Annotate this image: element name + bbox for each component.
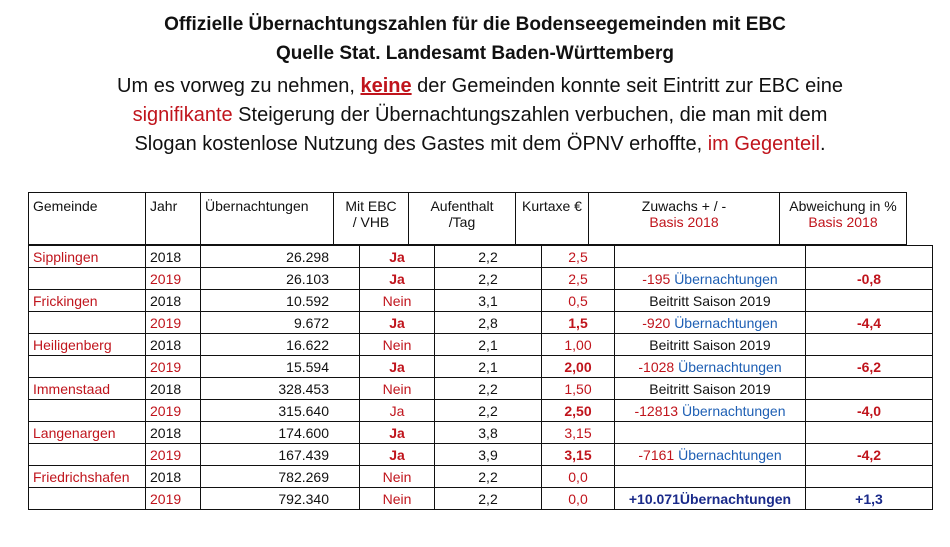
header-aufenthalt-line2: /Tag — [448, 214, 476, 230]
table-row — [29, 334, 933, 356]
table-row — [29, 356, 933, 378]
intro-part-2: der Gemeinden konnte seit Eintritt zur EBC eine — [411, 75, 843, 97]
cell-jahr: 2019 — [146, 312, 201, 334]
cell-zuwachs — [615, 268, 806, 290]
cell-ebc: Nein — [360, 290, 435, 312]
cell-aufenthalt: 2,2 — [435, 488, 542, 510]
cell-jahr: 2019 — [146, 444, 201, 466]
cell-zuwachs — [615, 400, 806, 422]
cell-kurtaxe: 0,5 — [542, 290, 615, 312]
zuwachs-label: Übernachtungen — [679, 490, 792, 507]
cell-ebc: Ja — [360, 356, 435, 378]
data-table — [28, 245, 933, 510]
zuwachs-value: -920 — [642, 314, 675, 331]
cell-zuwachs — [615, 488, 806, 510]
cell-zuwachs — [615, 444, 806, 466]
cell-abweichung: -0,8 — [806, 268, 933, 290]
cell-gemeinde: Friedrichshafen — [29, 466, 146, 488]
header-zuwachs-line1: Zuwachs + / - — [641, 198, 727, 214]
cell-abweichung: +1,3 — [806, 488, 933, 510]
cell-abweichung — [806, 246, 933, 268]
cell-gemeinde — [29, 312, 146, 334]
header-kurtaxe: Kurtaxe € — [516, 193, 589, 245]
zuwachs-value: -7161 — [638, 446, 679, 463]
cell-zuwachs — [615, 356, 806, 378]
table-row — [29, 422, 933, 444]
cell-uebernachtungen: 26.298 — [201, 246, 360, 268]
cell-gemeinde: Langenargen — [29, 422, 146, 444]
cell-aufenthalt: 3,1 — [435, 290, 542, 312]
table-row — [29, 290, 933, 312]
cell-abweichung — [806, 422, 933, 444]
cell-kurtaxe: 0,0 — [542, 488, 615, 510]
zuwachs-label: Übernachtungen — [681, 402, 786, 419]
cell-jahr: 2018 — [146, 466, 201, 488]
header-jahr: Jahr — [146, 193, 201, 245]
cell-ebc: Ja — [360, 400, 435, 422]
table-row — [29, 312, 933, 334]
cell-gemeinde — [29, 488, 146, 510]
cell-aufenthalt: 2,1 — [435, 334, 542, 356]
cell-jahr: 2019 — [146, 488, 201, 510]
cell-kurtaxe: 1,50 — [542, 378, 615, 400]
cell-gemeinde: Immenstaad — [29, 378, 146, 400]
cell-kurtaxe: 1,00 — [542, 334, 615, 356]
intro-part-5: . — [819, 133, 826, 155]
cell-gemeinde — [29, 356, 146, 378]
cell-ebc: Ja — [360, 246, 435, 268]
table-row — [29, 246, 933, 268]
cell-jahr: 2018 — [146, 246, 201, 268]
cell-jahr: 2018 — [146, 290, 201, 312]
table-row — [29, 444, 933, 466]
cell-uebernachtungen: 792.340 — [201, 488, 360, 510]
cell-ebc: Ja — [360, 422, 435, 444]
zuwachs-label: Übernachtungen — [674, 314, 778, 331]
intro-im-gegenteil: im Gegenteil — [707, 133, 820, 155]
zuwachs-label: Übernachtungen — [678, 446, 782, 463]
header-ebc — [334, 193, 409, 245]
cell-uebernachtungen: 10.592 — [201, 290, 360, 312]
cell-zuwachs: Beitritt Saison 2019 — [615, 334, 806, 356]
cell-gemeinde: Frickingen — [29, 290, 146, 312]
cell-aufenthalt: 2,2 — [435, 268, 542, 290]
cell-kurtaxe: 2,5 — [542, 268, 615, 290]
cell-uebernachtungen: 782.269 — [201, 466, 360, 488]
cell-gemeinde — [29, 268, 146, 290]
cell-jahr: 2018 — [146, 334, 201, 356]
zuwachs-label: Übernachtungen — [678, 358, 782, 375]
cell-gemeinde: Sipplingen — [29, 246, 146, 268]
cell-kurtaxe: 1,5 — [542, 312, 615, 334]
cell-kurtaxe: 3,15 — [542, 444, 615, 466]
cell-aufenthalt: 3,8 — [435, 422, 542, 444]
cell-jahr: 2018 — [146, 422, 201, 444]
cell-abweichung: -4,0 — [806, 400, 933, 422]
cell-abweichung — [806, 290, 933, 312]
title-line-1: Offizielle Übernachtungszahlen für die Bodenseegemeinden mit EBC — [164, 14, 786, 35]
header-aufenthalt — [409, 193, 516, 245]
intro-keine: keine — [360, 75, 412, 97]
header-ebc-line2: / VHB — [352, 214, 390, 230]
cell-zuwachs: Beitritt Saison 2019 — [615, 378, 806, 400]
table-row — [29, 268, 933, 290]
header-uebernachtungen: Übernachtungen — [201, 193, 334, 245]
cell-abweichung: -6,2 — [806, 356, 933, 378]
intro-signifikante: signifikante — [132, 104, 233, 126]
cell-gemeinde — [29, 400, 146, 422]
cell-gemeinde: Heiligenberg — [29, 334, 146, 356]
table-row — [29, 488, 933, 510]
cell-uebernachtungen: 26.103 — [201, 268, 360, 290]
cell-jahr: 2019 — [146, 268, 201, 290]
title-line-2: Quelle Stat. Landesamt Baden-Württemberg — [275, 43, 674, 64]
cell-uebernachtungen: 315.640 — [201, 400, 360, 422]
zuwachs-label: Übernachtungen — [674, 270, 778, 287]
header-row — [29, 193, 907, 245]
intro-part-1: Um es vorweg zu nehmen, — [117, 75, 361, 97]
intro-part-4: Slogan kostenlose Nutzung des Gastes mit dem ÖPNV erhoffte, — [134, 133, 708, 155]
cell-uebernachtungen: 174.600 — [201, 422, 360, 444]
cell-zuwachs — [615, 246, 806, 268]
header-aufenthalt-line1: Aufenthalt — [430, 198, 494, 214]
cell-ebc: Ja — [360, 444, 435, 466]
cell-jahr: 2019 — [146, 400, 201, 422]
header-zuwachs — [589, 193, 780, 245]
cell-uebernachtungen: 167.439 — [201, 444, 360, 466]
intro-text — [40, 72, 920, 159]
header-ebc-line1: Mit EBC — [345, 198, 397, 214]
cell-aufenthalt: 2,1 — [435, 356, 542, 378]
header-zuwachs-line2: Basis 2018 — [649, 214, 719, 230]
cell-uebernachtungen: 9.672 — [201, 312, 360, 334]
cell-abweichung — [806, 378, 933, 400]
cell-ebc: Nein — [360, 466, 435, 488]
table-row — [29, 466, 933, 488]
header-abweichung — [780, 193, 907, 245]
cell-zuwachs — [615, 312, 806, 334]
cell-ebc: Nein — [360, 334, 435, 356]
cell-abweichung: -4,4 — [806, 312, 933, 334]
cell-abweichung — [806, 334, 933, 356]
cell-aufenthalt: 2,2 — [435, 400, 542, 422]
cell-jahr: 2018 — [146, 378, 201, 400]
cell-uebernachtungen: 15.594 — [201, 356, 360, 378]
cell-kurtaxe: 2,00 — [542, 356, 615, 378]
table-row — [29, 400, 933, 422]
cell-ebc: Nein — [360, 488, 435, 510]
header-abweichung-line1: Abweichung in % — [789, 198, 897, 214]
cell-gemeinde — [29, 444, 146, 466]
cell-ebc: Ja — [360, 312, 435, 334]
cell-kurtaxe: 2,50 — [542, 400, 615, 422]
cell-aufenthalt: 2,2 — [435, 466, 542, 488]
cell-ebc: Nein — [360, 378, 435, 400]
cell-zuwachs: Beitritt Saison 2019 — [615, 290, 806, 312]
zuwachs-value: +10.071 — [628, 490, 680, 507]
table-row — [29, 378, 933, 400]
cell-aufenthalt: 3,9 — [435, 444, 542, 466]
cell-abweichung: -4,2 — [806, 444, 933, 466]
cell-kurtaxe: 2,5 — [542, 246, 615, 268]
cell-zuwachs — [615, 466, 806, 488]
zuwachs-value: -12813 — [634, 402, 682, 419]
cell-uebernachtungen: 328.453 — [201, 378, 360, 400]
cell-zuwachs — [615, 422, 806, 444]
intro-part-3: Steigerung der Übernachtungszahlen verbuchen, die man mit dem — [232, 104, 828, 126]
zuwachs-value: -195 — [642, 270, 675, 287]
cell-aufenthalt: 2,8 — [435, 312, 542, 334]
cell-kurtaxe: 3,15 — [542, 422, 615, 444]
cell-jahr: 2019 — [146, 356, 201, 378]
cell-abweichung — [806, 466, 933, 488]
cell-ebc: Ja — [360, 268, 435, 290]
zuwachs-value: -1028 — [638, 358, 679, 375]
header-gemeinde: Gemeinde — [29, 193, 146, 245]
header-abweichung-line2: Basis 2018 — [808, 214, 878, 230]
header-table — [28, 192, 907, 245]
cell-uebernachtungen: 16.622 — [201, 334, 360, 356]
cell-aufenthalt: 2,2 — [435, 378, 542, 400]
cell-aufenthalt: 2,2 — [435, 246, 542, 268]
cell-kurtaxe: 0,0 — [542, 466, 615, 488]
